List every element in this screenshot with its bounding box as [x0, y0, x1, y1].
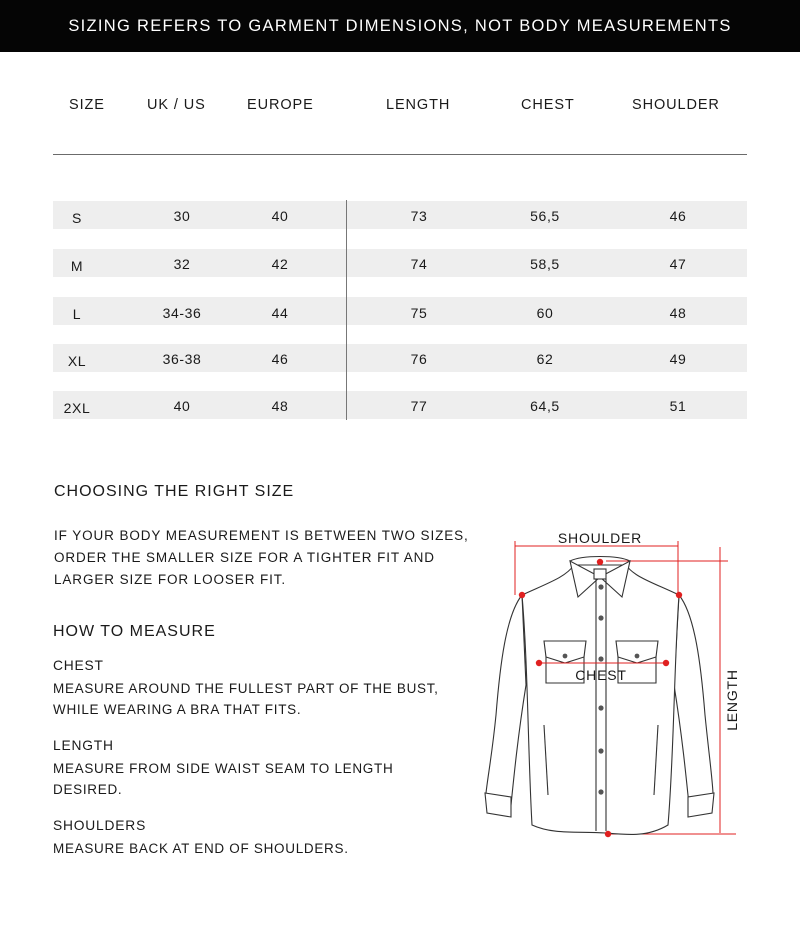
point-icon — [676, 592, 682, 598]
button-icon — [598, 705, 603, 710]
top-banner — [0, 0, 800, 52]
button-icon — [598, 748, 603, 753]
button-icon — [635, 654, 640, 659]
header-length: LENGTH — [386, 97, 451, 113]
point-icon — [597, 559, 603, 565]
cell-europe: 44 — [271, 305, 289, 321]
column-divider — [346, 200, 347, 420]
shoulder-label: SHOULDER — [557, 530, 643, 546]
cell-shoulder: 49 — [669, 351, 687, 367]
cell-europe: 42 — [271, 256, 289, 272]
button-icon — [598, 789, 603, 794]
cell-size: M — [70, 258, 84, 274]
cell-size: S — [72, 210, 82, 226]
description-line: DESIRED. — [53, 782, 123, 797]
shirt-measurement-illustration — [478, 525, 758, 855]
table-row — [53, 344, 747, 372]
choosing-line: LARGER SIZE FOR LOOSER FIT. — [54, 572, 287, 587]
cell-shoulder: 47 — [669, 256, 687, 272]
table-row — [53, 391, 747, 419]
header-shoulder: SHOULDER — [632, 97, 720, 113]
collar-tag — [594, 569, 606, 579]
cell-length: 74 — [410, 256, 428, 272]
cell-length: 77 — [410, 398, 428, 414]
cell-shoulder: 48 — [669, 305, 687, 321]
table-row — [53, 249, 747, 277]
table-row — [53, 201, 747, 229]
chest-label: CHEST — [575, 667, 627, 683]
point-icon — [663, 660, 669, 666]
button-icon — [598, 656, 603, 661]
cell-size: L — [72, 306, 82, 322]
right-sleeve — [674, 595, 713, 815]
cell-chest: 58,5 — [530, 256, 560, 272]
choosing-title: CHOOSING THE RIGHT SIZE — [54, 483, 295, 500]
cell-shoulder: 51 — [669, 398, 687, 414]
button-icon — [598, 615, 603, 620]
right-cuff — [688, 793, 714, 817]
description-line: MEASURE BACK AT END OF SHOULDERS. — [53, 841, 349, 856]
cell-length: 76 — [410, 351, 428, 367]
cell-europe: 48 — [271, 398, 289, 414]
choosing-line: ORDER THE SMALLER SIZE FOR A TIGHTER FIT AND — [54, 550, 435, 565]
button-icon — [598, 584, 603, 589]
point-icon — [536, 660, 542, 666]
point-icon — [605, 831, 611, 837]
choosing-line: IF YOUR BODY MEASUREMENT IS BETWEEN TWO SIZES, — [54, 528, 469, 543]
choosing-text — [54, 525, 474, 591]
description-line: MEASURE FROM SIDE WAIST SEAM TO LENGTH — [53, 761, 394, 776]
how-to-measure-title: HOW TO MEASURE — [53, 623, 216, 640]
cell-shoulder: 46 — [669, 208, 687, 224]
header-divider — [53, 154, 747, 155]
cell-uk-us: 30 — [173, 208, 191, 224]
shoulders-heading: SHOULDERS — [53, 818, 147, 833]
length-description — [53, 758, 473, 800]
table-row — [53, 297, 747, 325]
length-heading: LENGTH — [53, 738, 114, 753]
description-line: MEASURE AROUND THE FULLEST PART OF THE BUST, — [53, 681, 439, 696]
cell-europe: 40 — [271, 208, 289, 224]
shoulders-description — [53, 838, 473, 859]
cell-uk-us: 40 — [173, 398, 191, 414]
header-size: SIZE — [69, 97, 105, 113]
cell-size: XL — [67, 353, 87, 369]
header-chest: CHEST — [521, 97, 575, 113]
length-label: LENGTH — [724, 669, 740, 731]
banner-text: SIZING REFERS TO GARMENT DIMENSIONS, NOT BODY MEASUREMENTS — [68, 16, 732, 35]
description-line: WHILE WEARING A BRA THAT FITS. — [53, 702, 302, 717]
cell-uk-us: 34-36 — [162, 305, 202, 321]
cell-chest: 64,5 — [530, 398, 560, 414]
cell-chest: 62 — [536, 351, 554, 367]
cell-europe: 46 — [271, 351, 289, 367]
header-uk-us: UK / US — [147, 97, 206, 113]
header-europe: EUROPE — [247, 97, 314, 113]
left-sleeve — [486, 595, 526, 815]
cell-size: 2XL — [63, 400, 91, 416]
cell-chest: 56,5 — [530, 208, 560, 224]
cell-chest: 60 — [536, 305, 554, 321]
cell-uk-us: 36-38 — [162, 351, 202, 367]
cell-uk-us: 32 — [173, 256, 191, 272]
chest-heading: CHEST — [53, 658, 104, 673]
chest-description — [53, 678, 473, 720]
button-icon — [563, 654, 568, 659]
left-cuff — [485, 793, 511, 817]
cell-length: 73 — [410, 208, 428, 224]
cell-length: 75 — [410, 305, 428, 321]
point-icon — [519, 592, 525, 598]
